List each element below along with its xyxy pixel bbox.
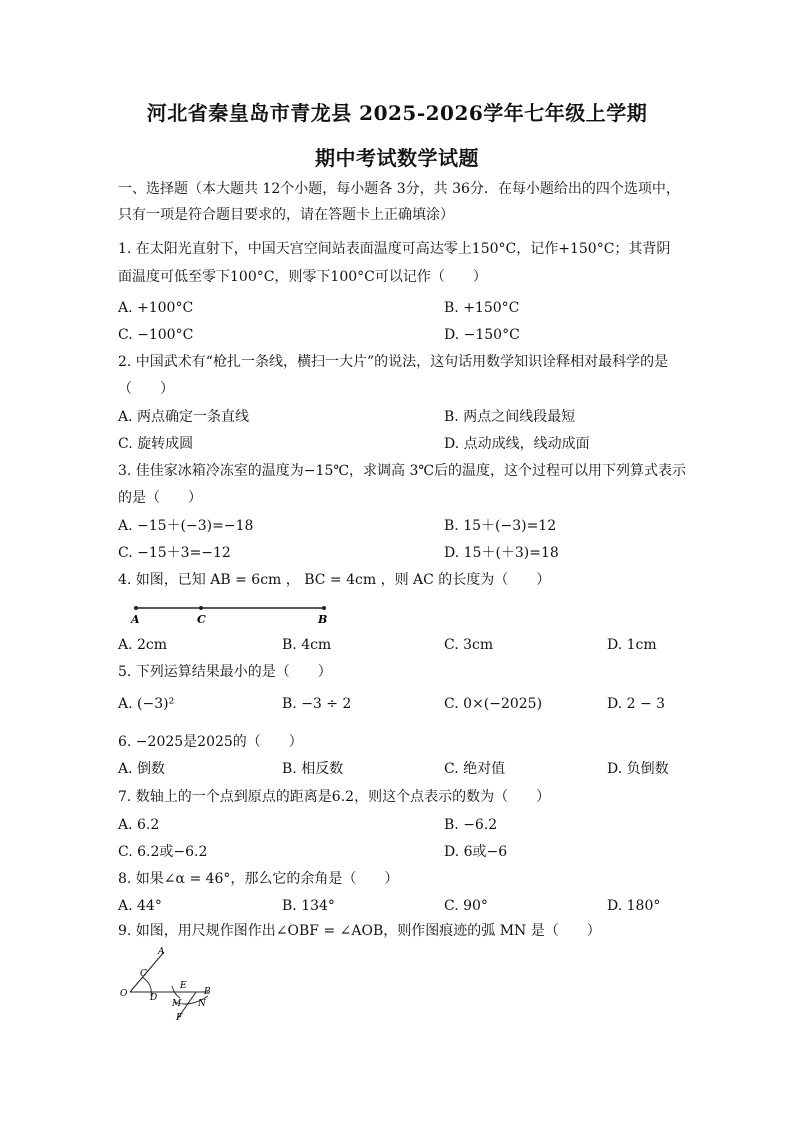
q9-label-n: N [198, 999, 206, 1009]
section-heading: 一、选择题（本大题共 12个小题，每小题各 3分，共 36分．在每小题给出的四个选项中， [118, 181, 680, 197]
q1-option-a: A. +100°C [118, 300, 194, 316]
q2-stem: 2. 中国武术有“枪扎一条线，横扫一大片”的说法，这句话用数学知识诠释相对最科学的是 [118, 354, 669, 370]
q9-ray-oa [130, 952, 164, 992]
q4-option-a: A. 2cm [118, 637, 168, 653]
q5-stem: 5. 下列运算结果最小的是（ ） [118, 664, 332, 680]
q4-label-a: A [131, 613, 140, 626]
q1-stem-cont: 面温度可低至零下100°C，则零下100°C可以记作（ ） [118, 269, 487, 285]
q2-option-d: D. 点动成线，线动成面 [444, 436, 590, 452]
q8-option-c: C. 90° [444, 898, 488, 914]
q9-label-e: E [180, 981, 187, 991]
q4-option-d: D. 1cm [607, 637, 657, 653]
q3-stem-cont: 的是（ ） [118, 490, 202, 506]
q5-option-d: D. 2 − 3 [607, 696, 666, 712]
q9-label-m: M [172, 999, 182, 1009]
q7-option-c: C. 6.2或−6.2 [118, 844, 208, 860]
q6-option-d: D. 负倒数 [607, 761, 669, 777]
q5-option-a: A. (−3)² [118, 696, 175, 712]
q3-stem: 3. 佳佳家冰箱冷冻室的温度为−15℃，求调高 3℃后的温度，这个过程可以用下列算式表示 [118, 463, 687, 479]
q8-option-b: B. 134° [282, 898, 335, 914]
q2-stem-cont: （ ） [118, 381, 174, 397]
q4-label-c: C [197, 613, 206, 626]
q6-stem: 6. −2025是2025的（ ） [118, 734, 303, 750]
exam-title-line1: 河北省秦皇岛市青龙县 2025-2026学年七年级上学期 [146, 101, 648, 125]
q3-option-b: B. 15＋(−3)=12 [444, 518, 557, 534]
q7-option-b: B. −6.2 [444, 817, 498, 833]
q5-option-b: B. −3 ÷ 2 [282, 696, 352, 712]
q2-option-c: C. 旋转成圆 [118, 436, 194, 452]
q1-option-d: D. −150°C [444, 327, 520, 343]
q9-label-c: C [140, 969, 147, 979]
q4-stem: 4. 如图，已知 AB = 6cm ， BC = 4cm ，则 AC 的长度为（ ） [118, 572, 551, 588]
q1-option-c: C. −100°C [118, 327, 194, 343]
q3-option-a: A. −15＋(−3)=−18 [118, 518, 254, 534]
q4-option-b: B. 4cm [282, 637, 332, 653]
q9-label-d: D [150, 993, 158, 1003]
q2-option-b: B. 两点之间线段最短 [444, 409, 576, 425]
q9-label-o: O [120, 989, 128, 999]
q6-option-b: B. 相反数 [282, 761, 344, 777]
q6-option-c: C. 绝对值 [444, 761, 506, 777]
section-heading-cont: 只有一项是符合题目要求的，请在答题卡上正确填涂） [118, 207, 454, 223]
q8-option-d: D. 180° [607, 898, 661, 914]
q8-stem: 8. 如果∠α = 46°，那么它的余角是（ ） [118, 871, 399, 887]
q9-label-a: A [158, 947, 165, 957]
q9-construction-figure [112, 946, 222, 1022]
q7-option-d: D. 6或−6 [444, 844, 508, 860]
q4-point-a [134, 606, 138, 610]
q7-stem: 7. 数轴上的一个点到原点的距离是6.2，则这个点表示的数为（ ） [118, 789, 551, 805]
q7-option-a: A. 6.2 [118, 817, 160, 833]
q5-option-c: C. 0×(−2025) [444, 696, 543, 712]
q6-option-a: A. 倒数 [118, 761, 166, 777]
q4-point-b [322, 606, 326, 610]
q1-option-b: B. +150°C [444, 300, 520, 316]
q9-label-f: F [176, 1013, 183, 1022]
q1-stem: 1. 在太阳光直射下，中国天宫空间站表面温度可高达零上150°C，记作+150°C；其背阴 [118, 241, 671, 257]
q4-label-b: B [318, 613, 328, 626]
q3-option-d: D. 15＋(＋3)=18 [444, 545, 559, 561]
exam-title-line2: 期中考试数学试题 [315, 146, 479, 170]
q2-option-a: A. 两点确定一条直线 [118, 409, 250, 425]
q9-stem: 9. 如图，用尺规作图作出∠OBF = ∠AOB，则作图痕迹的弧 MN 是（ ） [118, 923, 601, 939]
q9-label-b: B [204, 987, 211, 997]
q8-option-a: A. 44° [118, 898, 162, 914]
q4-option-c: C. 3cm [444, 637, 494, 653]
q3-option-c: C. −15＋3=−12 [118, 545, 231, 561]
q4-point-c [199, 606, 203, 610]
q4-segment-figure [128, 600, 338, 628]
